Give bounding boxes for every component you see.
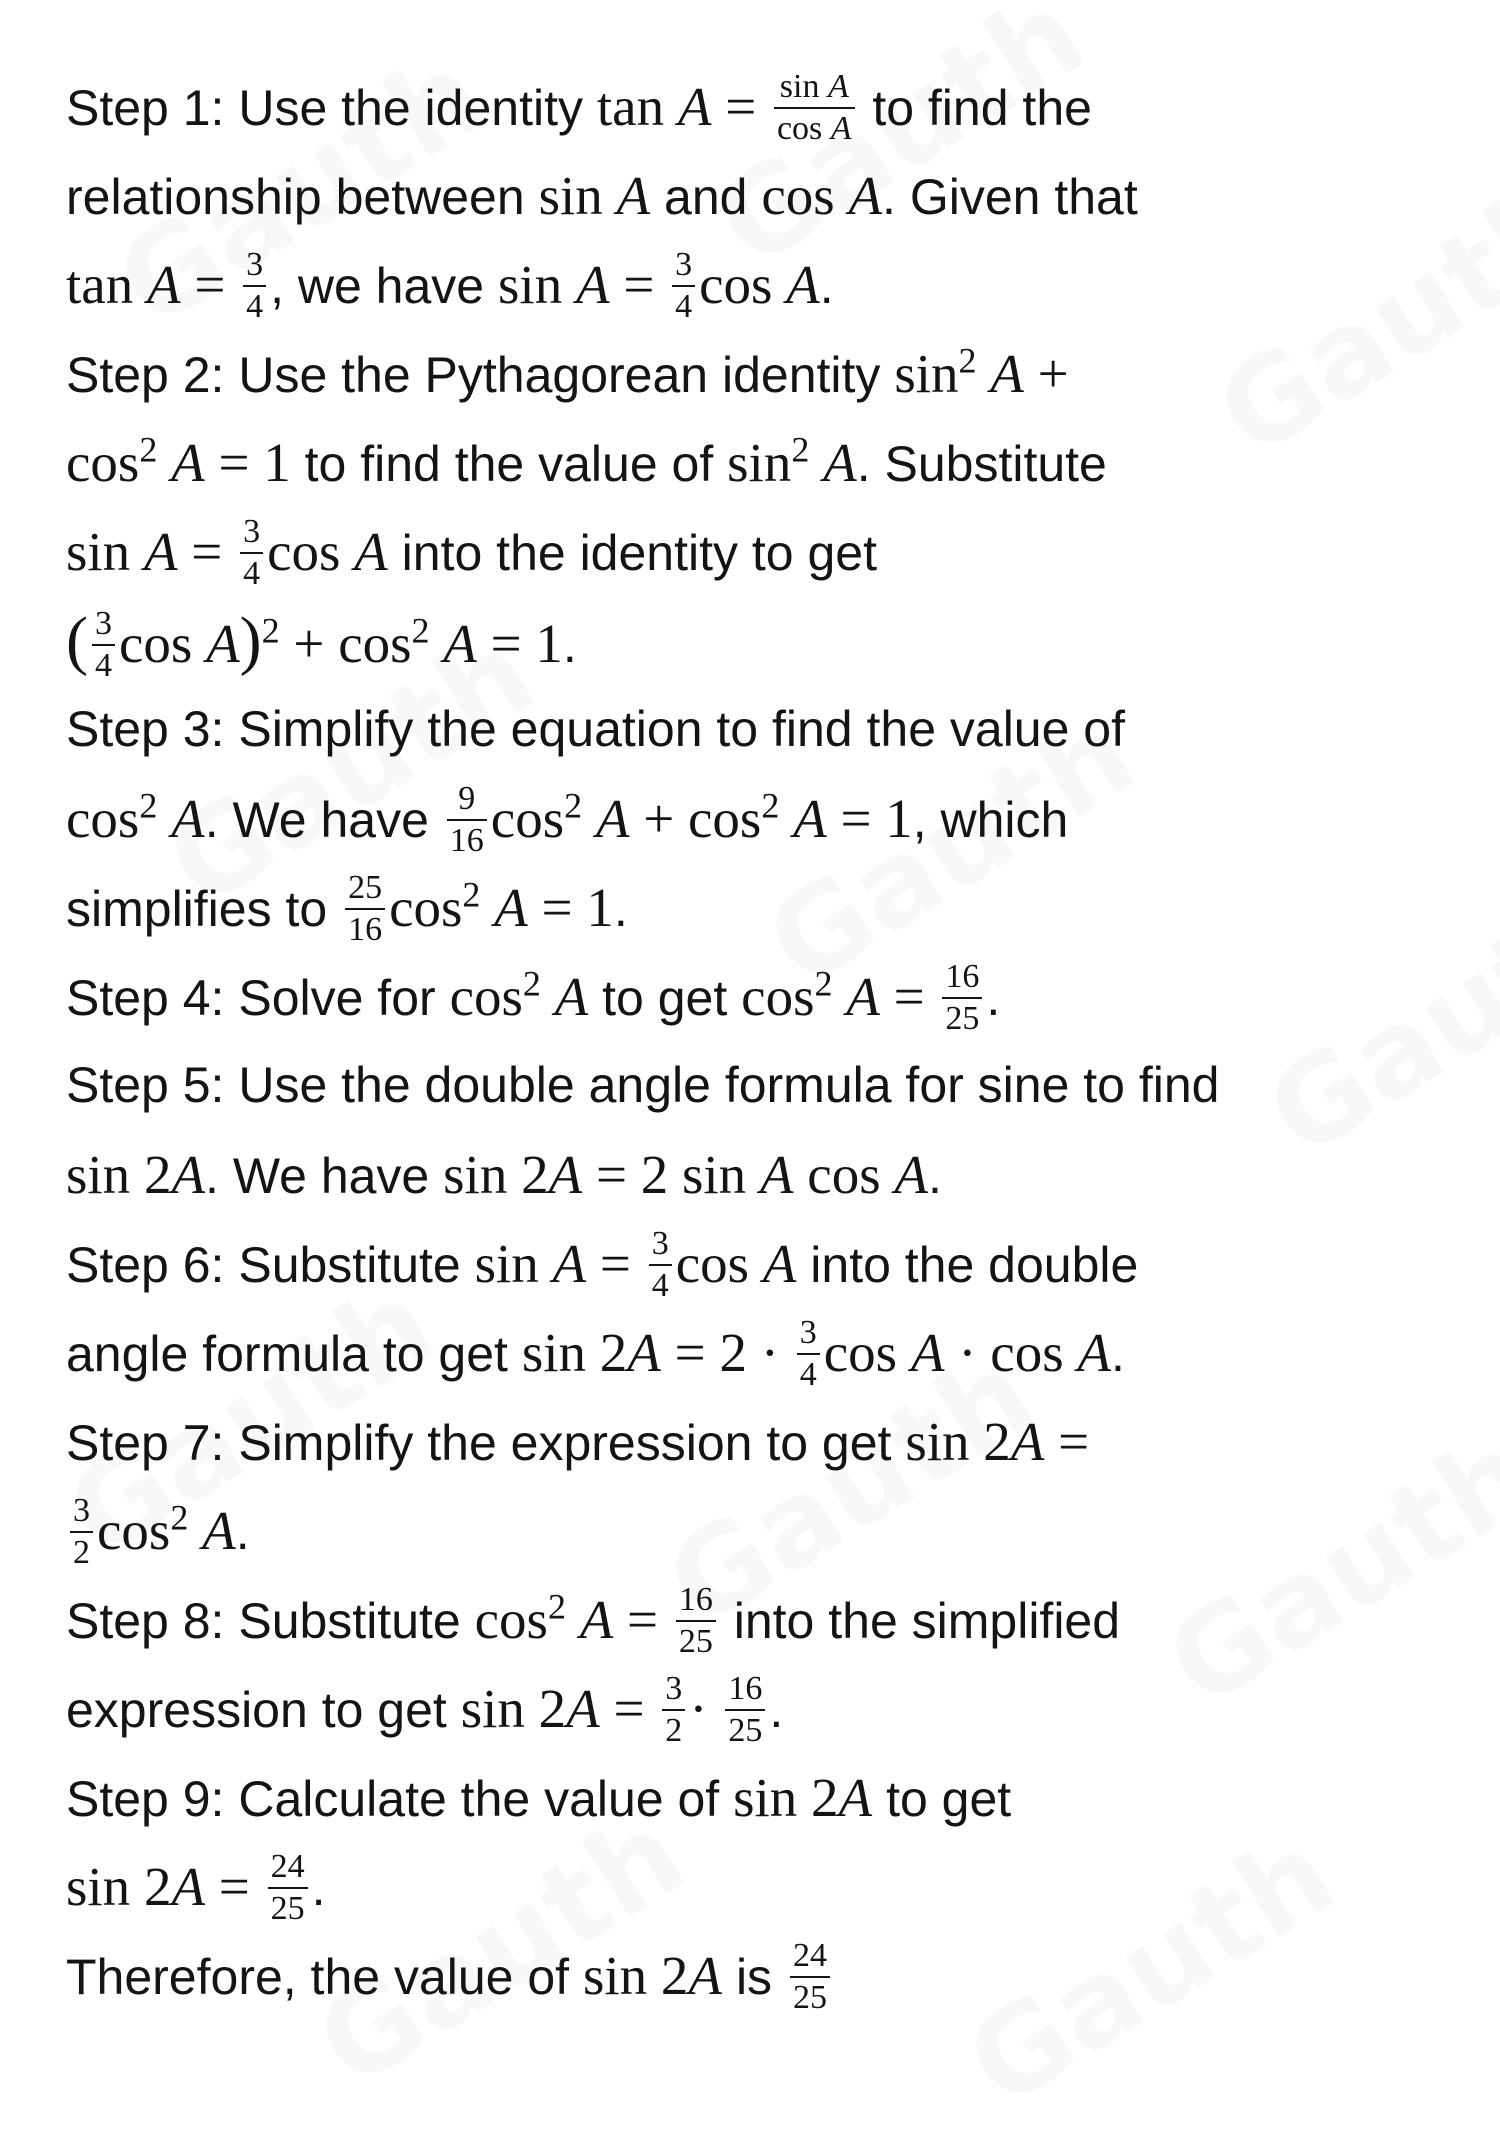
math-expression: sin 2A bbox=[733, 1767, 873, 1828]
math-expression: $\cos^2 A$ bbox=[449, 963, 589, 1027]
math-expression: sin 2A = 2 sin A cos A bbox=[443, 1144, 928, 1205]
step-text: relationship between bbox=[66, 169, 525, 225]
conclusion-text: is bbox=[735, 1949, 773, 2005]
step-text: Step 9: Calculate the value of bbox=[66, 1771, 720, 1827]
step-text: and bbox=[664, 169, 748, 225]
math-expression: sin 2A = bbox=[905, 1411, 1090, 1472]
step-text: . bbox=[927, 1148, 942, 1204]
step-8-line-1 bbox=[66, 1575, 1446, 1664]
step-text: Step 8: Substitute bbox=[66, 1593, 461, 1649]
step-2-line-3 bbox=[66, 507, 1446, 596]
step-2-line-4 bbox=[66, 596, 1446, 685]
math-expression: $\frac{25}{16}$ $\cos^2 A = 1$ bbox=[341, 877, 614, 938]
step-3-line-2 bbox=[66, 774, 1446, 863]
step-1-line-3 bbox=[66, 240, 1446, 329]
math-expression: ( $\frac{3}{4}$ $\cos A)^2 + \cos^2 A = 1$ bbox=[66, 604, 563, 685]
math-expression: sin A bbox=[538, 165, 651, 226]
math-expression: $\sin^2 A$ + bbox=[894, 340, 1069, 404]
step-text: . bbox=[613, 881, 628, 937]
math-expression: sin 2A bbox=[66, 1144, 206, 1205]
math-expression: $\frac{9}{16}$ $\cos^2 A + \cos^2 A = 1$ bbox=[443, 788, 913, 849]
conclusion-text: Therefore, the value of bbox=[66, 1949, 570, 2005]
math-expression: $\cos^2 A$ bbox=[66, 785, 205, 849]
conclusion-line bbox=[66, 1931, 1446, 2020]
step-text: Step 3: Simplify the equation to find the value of bbox=[66, 701, 1126, 757]
step-text: , we have bbox=[270, 258, 485, 314]
step-text: Step 5: Use the double angle formula for sine to find bbox=[66, 1057, 1220, 1113]
step-2-line-2 bbox=[66, 418, 1446, 507]
step-text: . bbox=[1110, 1326, 1125, 1382]
step-9-line-2 bbox=[66, 1842, 1446, 1931]
step-text: expression to get bbox=[66, 1682, 447, 1738]
step-text: . bbox=[235, 1504, 250, 1560]
math-expression: $\cos^2 A = 1$ bbox=[66, 429, 291, 493]
step-3-line-1 bbox=[66, 685, 1446, 774]
step-5-line-2 bbox=[66, 1130, 1446, 1219]
math-expression: sin A = $\frac{3}{4}$ cos A bbox=[498, 246, 820, 326]
step-text: to find the bbox=[872, 80, 1092, 136]
step-text: into the double bbox=[810, 1237, 1139, 1293]
math-expression: sin 2A bbox=[582, 1945, 723, 2006]
step-text: Step 7: Simplify the expression to get bbox=[66, 1415, 892, 1471]
step-text: . bbox=[562, 617, 577, 673]
step-text: Step 6: Substitute bbox=[66, 1237, 461, 1293]
math-expression: $\sin^2 A$ bbox=[727, 429, 857, 493]
step-8-line-2 bbox=[66, 1664, 1446, 1753]
step-2-line-1 bbox=[66, 329, 1446, 418]
step-text: into the simplified bbox=[733, 1593, 1121, 1649]
step-3-line-3 bbox=[66, 863, 1446, 952]
step-text: . bbox=[986, 970, 1001, 1026]
step-text: . We have bbox=[204, 792, 429, 848]
step-text: Step 1: Use the identity bbox=[66, 80, 583, 136]
step-text: . We have bbox=[205, 1148, 430, 1204]
step-text: simplifies to bbox=[66, 881, 328, 937]
step-text: . Given that bbox=[882, 169, 1138, 225]
step-text: to find the value of bbox=[304, 436, 714, 492]
step-text: Step 2: Use the Pythagorean identity bbox=[66, 347, 881, 403]
step-text: . bbox=[819, 258, 834, 314]
step-1-line-2 bbox=[66, 151, 1446, 240]
math-expression: $\frac{3}{2}$ $\cos^2 A$ bbox=[66, 1500, 236, 1561]
math-expression: $\cos^2 A$ = $\frac{16}{25}$ bbox=[475, 1589, 720, 1650]
step-7-line-1 bbox=[66, 1397, 1446, 1486]
step-4-line-1 bbox=[66, 952, 1446, 1041]
step-9-line-1 bbox=[66, 1753, 1446, 1842]
step-1-line-1 bbox=[66, 62, 1446, 151]
step-6-line-1 bbox=[66, 1219, 1446, 1308]
math-expression: sin 2A = 2 · $\frac{3}{4}$ cos A · cos A bbox=[521, 1314, 1111, 1394]
math-expression: cos A bbox=[761, 165, 883, 226]
solution-document bbox=[66, 62, 1446, 2020]
step-text: . Substitute bbox=[856, 436, 1107, 492]
math-expression: tan A = $\frac{3}{4}$ bbox=[66, 254, 270, 315]
math-expression: $\cos^2 A$ = $\frac{16}{25}$ bbox=[741, 966, 986, 1027]
step-text: to get bbox=[602, 970, 728, 1026]
step-text: angle formula to get bbox=[66, 1326, 508, 1382]
math-expression: sin A = $\frac{3}{4}$ cos A bbox=[474, 1225, 797, 1305]
step-text: , which bbox=[912, 792, 1069, 848]
step-6-line-2 bbox=[66, 1308, 1446, 1397]
math-expression: tan A = $\frac{\text{sin A}}{\text{cos A}}$ bbox=[597, 76, 872, 137]
step-7-line-2 bbox=[66, 1486, 1446, 1575]
math-expression: sin 2A = $\frac{3}{2}$ · $\frac{16}{25}$ bbox=[461, 1678, 770, 1739]
step-5-line-1 bbox=[66, 1041, 1446, 1130]
step-text: . bbox=[311, 1860, 326, 1916]
math-expression: sin A = $\frac{3}{4}$ cos A bbox=[66, 513, 388, 593]
step-text: . bbox=[769, 1682, 784, 1738]
step-text: into the identity to get bbox=[401, 525, 877, 581]
step-text: to get bbox=[886, 1771, 1012, 1827]
step-text: Step 4: Solve for bbox=[66, 970, 436, 1026]
math-expression: sin 2A = $\frac{24}{25}$ bbox=[66, 1856, 312, 1917]
final-answer: $\frac{24}{25}$ bbox=[786, 1945, 834, 2006]
